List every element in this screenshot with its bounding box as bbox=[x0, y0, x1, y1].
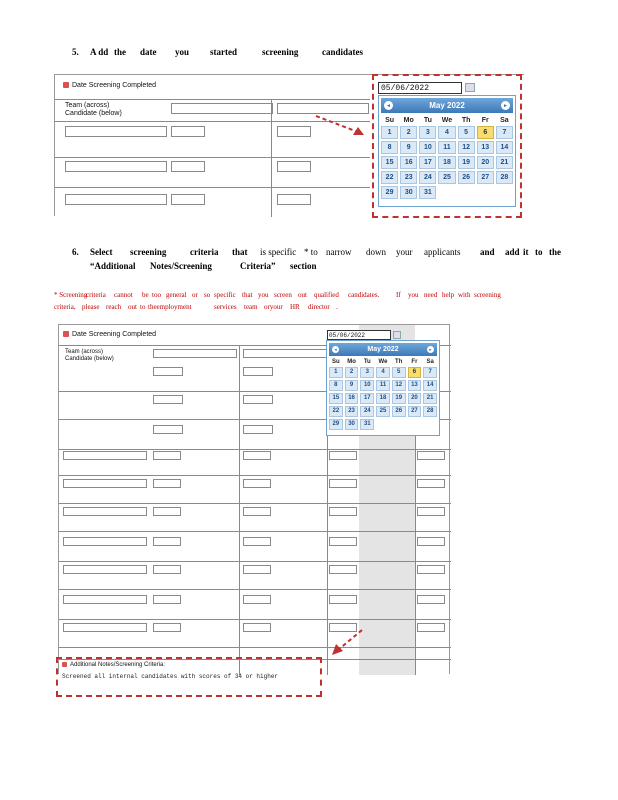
datepicker-1 bbox=[378, 95, 516, 207]
weekday-header: Mo bbox=[347, 359, 356, 365]
candidate-input[interactable] bbox=[243, 537, 271, 546]
word: services bbox=[214, 303, 237, 311]
additional-notes-label-row bbox=[62, 662, 165, 668]
divider bbox=[271, 99, 272, 217]
calendar-empty-cell bbox=[496, 186, 513, 199]
candidate-input[interactable] bbox=[417, 623, 445, 632]
word: the bbox=[114, 47, 126, 57]
calendar-day[interactable]: 14 bbox=[496, 141, 513, 154]
calendar-empty-cell bbox=[376, 419, 390, 430]
word: narrow bbox=[326, 247, 352, 257]
candidate-input[interactable] bbox=[153, 537, 181, 546]
divider bbox=[59, 531, 451, 532]
date-screening-label: Date Screening Completed bbox=[72, 331, 157, 338]
candidate-input[interactable] bbox=[417, 451, 445, 460]
team-input[interactable] bbox=[243, 349, 327, 358]
candidate-input[interactable] bbox=[243, 367, 273, 376]
calendar-day[interactable]: 27 bbox=[477, 171, 494, 184]
candidate-input[interactable] bbox=[63, 451, 147, 460]
calendar-day[interactable]: 5 bbox=[458, 126, 475, 139]
word: criteria bbox=[86, 291, 106, 299]
word: section bbox=[290, 261, 317, 271]
candidate-input[interactable] bbox=[153, 623, 181, 632]
word: out bbox=[298, 291, 307, 299]
team-candidate-header bbox=[65, 102, 122, 118]
word: need bbox=[424, 291, 438, 299]
candidate-input[interactable] bbox=[277, 161, 311, 172]
weekday-header: Sa bbox=[426, 359, 434, 365]
word: screening bbox=[262, 47, 299, 57]
calendar-day[interactable]: 8 bbox=[329, 380, 343, 391]
calendar-day[interactable]: 1 bbox=[329, 367, 343, 378]
calendar-day[interactable]: 2 bbox=[345, 367, 359, 378]
calendar-day[interactable]: 11 bbox=[438, 141, 455, 154]
word: screen bbox=[274, 291, 292, 299]
step-6-instruction-line2 bbox=[90, 261, 317, 271]
candidate-input[interactable] bbox=[63, 565, 147, 574]
candidate-input[interactable] bbox=[153, 367, 183, 376]
word: help bbox=[442, 291, 455, 299]
candidate-input[interactable] bbox=[329, 507, 357, 516]
weekday-header: Sa bbox=[500, 117, 509, 124]
candidate-input[interactable] bbox=[329, 595, 357, 604]
word: and bbox=[480, 247, 495, 257]
additional-notes-field[interactable] bbox=[62, 673, 316, 685]
required-icon bbox=[62, 662, 67, 667]
candidate-input[interactable] bbox=[329, 565, 357, 574]
calendar-day[interactable]: 3 bbox=[419, 126, 436, 139]
weekday-header: Th bbox=[461, 117, 471, 124]
word: that bbox=[232, 247, 248, 257]
candidate-input[interactable] bbox=[153, 565, 181, 574]
word: too bbox=[152, 291, 161, 299]
word: candidates bbox=[322, 47, 364, 57]
word: you bbox=[175, 47, 190, 57]
word: out bbox=[128, 303, 137, 311]
calendar-day[interactable]: 20 bbox=[477, 156, 494, 169]
divider bbox=[239, 345, 240, 675]
word: add bbox=[505, 247, 520, 257]
calendar-day[interactable]: 23 bbox=[400, 171, 417, 184]
word: down bbox=[366, 247, 386, 257]
calendar-day[interactable]: 22 bbox=[329, 406, 343, 417]
required-icon bbox=[63, 82, 69, 88]
candidate-input[interactable] bbox=[417, 507, 445, 516]
weekday-header: Th bbox=[395, 359, 403, 365]
word: theemployment bbox=[148, 303, 192, 311]
word: please bbox=[82, 303, 100, 311]
month-label: May 2022 bbox=[429, 101, 465, 110]
candidate-input[interactable] bbox=[153, 425, 183, 434]
step-number: 6. bbox=[72, 247, 79, 257]
word: screening bbox=[130, 247, 167, 257]
calendar-day[interactable]: 28 bbox=[496, 171, 513, 184]
calendar-day[interactable]: 15 bbox=[381, 156, 398, 169]
calendar-empty-cell bbox=[408, 419, 422, 430]
candidate-input[interactable] bbox=[65, 161, 167, 172]
candidate-input[interactable] bbox=[65, 194, 167, 205]
calendar-empty-cell bbox=[477, 186, 494, 199]
divider bbox=[59, 561, 451, 562]
annotation-arrow bbox=[328, 628, 368, 658]
annotation-arrow bbox=[310, 112, 370, 140]
word: so bbox=[204, 291, 211, 299]
date-value: 05/06/2022 bbox=[381, 83, 430, 93]
calendar-day[interactable]: 17 bbox=[360, 393, 374, 404]
calendar-day[interactable]: 4 bbox=[376, 367, 390, 378]
candidate-input[interactable] bbox=[63, 537, 147, 546]
word: director bbox=[308, 303, 330, 311]
word: If bbox=[396, 291, 401, 299]
team-label: Team (across) bbox=[65, 349, 104, 355]
calendar-day[interactable]: 7 bbox=[496, 126, 513, 139]
date-input[interactable] bbox=[327, 330, 391, 340]
step-number: 5. bbox=[72, 47, 79, 57]
calendar-day[interactable]: 10 bbox=[360, 380, 374, 391]
calendar-day[interactable]: 5 bbox=[392, 367, 406, 378]
date-value: 05/06/2022 bbox=[329, 331, 366, 339]
calendar-day[interactable]: 27 bbox=[408, 406, 422, 417]
candidate-input[interactable] bbox=[63, 507, 147, 516]
calendar-empty-cell bbox=[458, 186, 475, 199]
candidate-input[interactable] bbox=[243, 479, 271, 488]
weekday-header: Mo bbox=[403, 117, 414, 124]
word: to bbox=[140, 303, 146, 311]
candidate-input[interactable] bbox=[243, 451, 271, 460]
date-screening-label: Date Screening Completed bbox=[72, 82, 157, 89]
calendar-empty-cell bbox=[438, 186, 455, 199]
required-icon bbox=[63, 331, 69, 337]
calendar-day[interactable]: 23 bbox=[345, 406, 359, 417]
candidate-input[interactable] bbox=[171, 194, 205, 205]
datepicker-header bbox=[381, 98, 513, 113]
prev-month-button[interactable]: ◄ bbox=[333, 347, 338, 352]
word: criteria bbox=[190, 247, 219, 257]
step-6-instruction-line1 bbox=[72, 247, 561, 257]
calendar-day[interactable]: 17 bbox=[419, 156, 436, 169]
word: be bbox=[142, 291, 149, 299]
word: you bbox=[258, 291, 269, 299]
calendar-day[interactable]: 30 bbox=[400, 186, 417, 199]
calendar-icon[interactable] bbox=[465, 83, 475, 92]
word: it bbox=[523, 247, 529, 257]
word: criteria, bbox=[54, 303, 76, 311]
word: Select bbox=[90, 247, 113, 257]
calendar-day[interactable]: 20 bbox=[408, 393, 422, 404]
word: team bbox=[244, 303, 258, 311]
team-input[interactable] bbox=[153, 349, 237, 358]
calendar-empty-cell bbox=[423, 419, 437, 430]
candidate-input[interactable] bbox=[417, 537, 445, 546]
calendar-day[interactable]: 21 bbox=[496, 156, 513, 169]
candidate-input[interactable] bbox=[171, 126, 205, 137]
divider bbox=[55, 157, 370, 158]
next-month-button[interactable]: ► bbox=[501, 101, 510, 110]
weekday-header: We bbox=[441, 117, 453, 124]
calendar-day[interactable]: 16 bbox=[400, 156, 417, 169]
word: cannot bbox=[114, 291, 133, 299]
candidate-input[interactable] bbox=[153, 479, 181, 488]
calendar-day[interactable]: 3 bbox=[360, 367, 374, 378]
calendar-day[interactable]: 9 bbox=[345, 380, 359, 391]
divider bbox=[59, 647, 451, 648]
calendar-day[interactable]: 28 bbox=[423, 406, 437, 417]
calendar-empty-cell bbox=[392, 419, 406, 430]
calendar-day[interactable]: 19 bbox=[458, 156, 475, 169]
calendar-day[interactable]: 2 bbox=[400, 126, 417, 139]
word: * to bbox=[304, 247, 318, 257]
additional-notes-value: Screened all internal candidates with scores of 34 or higher bbox=[62, 673, 279, 680]
weekday-header: Fr bbox=[411, 359, 418, 365]
calendar-day[interactable]: 24 bbox=[419, 171, 436, 184]
team-label: Team (across) bbox=[65, 102, 110, 109]
word: HR bbox=[290, 303, 300, 311]
calendar-day[interactable]: 14 bbox=[423, 380, 437, 391]
calendar-day[interactable]: 8 bbox=[381, 141, 398, 154]
candidate-input[interactable] bbox=[171, 161, 205, 172]
word: specific bbox=[214, 291, 236, 299]
prev-month-button[interactable]: ◄ bbox=[384, 101, 393, 110]
calendar-day[interactable]: 4 bbox=[438, 126, 455, 139]
word: or bbox=[192, 291, 198, 299]
calendar-day[interactable]: 13 bbox=[408, 380, 422, 391]
team-candidate-header bbox=[65, 349, 114, 363]
calendar-day[interactable]: 26 bbox=[458, 171, 475, 184]
calendar-day[interactable]: 29 bbox=[329, 419, 343, 430]
weekday-header: Su bbox=[385, 117, 395, 124]
candidate-input[interactable] bbox=[153, 395, 183, 404]
calendar-day[interactable]: 31 bbox=[419, 186, 436, 199]
word: qualified bbox=[314, 291, 339, 299]
word: reach bbox=[106, 303, 122, 311]
calendar-day[interactable]: 31 bbox=[360, 419, 374, 430]
candidate-input[interactable] bbox=[243, 425, 273, 434]
calendar-day[interactable]: 30 bbox=[345, 419, 359, 430]
divider bbox=[59, 449, 451, 450]
candidate-input[interactable] bbox=[329, 479, 357, 488]
candidate-input[interactable] bbox=[277, 126, 311, 137]
weekday-header: We bbox=[378, 359, 388, 365]
weekday-header: Tu bbox=[363, 359, 371, 365]
calendar-icon[interactable] bbox=[393, 331, 401, 339]
candidate-input[interactable] bbox=[63, 595, 147, 604]
divider bbox=[59, 503, 451, 504]
word: * Screening bbox=[54, 291, 88, 299]
divider bbox=[59, 589, 451, 590]
candidate-input[interactable] bbox=[277, 194, 311, 205]
calendar-day[interactable]: 10 bbox=[419, 141, 436, 154]
word: candidates. bbox=[348, 291, 380, 299]
divider bbox=[55, 99, 370, 100]
candidate-input[interactable] bbox=[153, 451, 181, 460]
calendar-day[interactable]: 7 bbox=[423, 367, 437, 378]
candidate-input[interactable] bbox=[63, 479, 147, 488]
calendar-day[interactable]: 24 bbox=[360, 406, 374, 417]
month-label: May 2022 bbox=[367, 346, 399, 353]
candidate-input[interactable] bbox=[417, 479, 445, 488]
word: to bbox=[535, 247, 543, 257]
calendar-day[interactable]: 25 bbox=[376, 406, 390, 417]
word: started bbox=[210, 47, 237, 57]
word: oryour bbox=[264, 303, 283, 311]
calendar-day[interactable]: 21 bbox=[423, 393, 437, 404]
word: . bbox=[336, 303, 338, 311]
calendar-day[interactable]: 26 bbox=[392, 406, 406, 417]
step-5-instruction bbox=[72, 47, 363, 57]
word: your bbox=[396, 247, 413, 257]
candidate-input[interactable] bbox=[243, 395, 273, 404]
candidate-input[interactable] bbox=[153, 595, 181, 604]
word: is specific bbox=[260, 247, 297, 257]
next-month-button[interactable]: ► bbox=[428, 347, 433, 352]
candidate-input[interactable] bbox=[243, 595, 271, 604]
candidate-input[interactable] bbox=[417, 595, 445, 604]
calendar-day[interactable]: 16 bbox=[345, 393, 359, 404]
weekday-header: Su bbox=[332, 359, 340, 365]
word: with bbox=[458, 291, 471, 299]
candidate-input[interactable] bbox=[63, 623, 147, 632]
calendar-day[interactable]: 6 bbox=[477, 126, 494, 139]
word: date bbox=[140, 47, 157, 57]
date-screening-label-row bbox=[63, 331, 156, 338]
screening-note-line1 bbox=[54, 291, 501, 299]
calendar-day[interactable]: 11 bbox=[376, 380, 390, 391]
word: general bbox=[166, 291, 187, 299]
date-input[interactable] bbox=[378, 82, 462, 94]
calendar-day[interactable]: 1 bbox=[381, 126, 398, 139]
candidate-input[interactable] bbox=[153, 507, 181, 516]
date-screening-label-row bbox=[63, 82, 156, 89]
calendar-day[interactable]: 29 bbox=[381, 186, 398, 199]
candidate-input[interactable] bbox=[65, 126, 167, 137]
team-input[interactable] bbox=[171, 103, 273, 114]
calendar-day[interactable]: 18 bbox=[376, 393, 390, 404]
screening-note-line2 bbox=[54, 303, 338, 311]
word: “Additional bbox=[90, 261, 136, 271]
calendar-day[interactable]: 25 bbox=[438, 171, 455, 184]
candidate-input[interactable] bbox=[329, 537, 357, 546]
calendar-grid bbox=[381, 117, 513, 199]
calendar-day[interactable]: 12 bbox=[392, 380, 406, 391]
candidate-input[interactable] bbox=[243, 623, 271, 632]
word: Notes/Screening bbox=[150, 261, 212, 271]
candidate-label: Candidate (below) bbox=[65, 356, 114, 362]
calendar-day[interactable]: 13 bbox=[477, 141, 494, 154]
calendar-day[interactable]: 6 bbox=[408, 367, 422, 378]
candidate-label: Candidate (below) bbox=[65, 110, 122, 117]
word: screening bbox=[474, 291, 501, 299]
word: Criteria” bbox=[240, 261, 276, 271]
candidate-input[interactable] bbox=[243, 565, 271, 574]
divider bbox=[59, 619, 451, 620]
calendar-day[interactable]: 19 bbox=[392, 393, 406, 404]
candidate-input[interactable] bbox=[417, 565, 445, 574]
divider bbox=[55, 187, 370, 188]
calendar-day[interactable]: 15 bbox=[329, 393, 343, 404]
datepicker-header bbox=[329, 343, 437, 356]
candidate-input[interactable] bbox=[329, 451, 357, 460]
word: the bbox=[549, 247, 561, 257]
word: that bbox=[242, 291, 253, 299]
word: you bbox=[408, 291, 419, 299]
calendar-day[interactable]: 18 bbox=[438, 156, 455, 169]
calendar-day[interactable]: 9 bbox=[400, 141, 417, 154]
calendar-grid bbox=[329, 359, 437, 430]
calendar-day[interactable]: 12 bbox=[458, 141, 475, 154]
candidate-input[interactable] bbox=[243, 507, 271, 516]
calendar-day[interactable]: 22 bbox=[381, 171, 398, 184]
weekday-header: Tu bbox=[423, 117, 432, 124]
divider bbox=[59, 475, 451, 476]
datepicker-2 bbox=[326, 340, 440, 436]
additional-notes-label: Additional Notes/Screening Criteria: bbox=[70, 662, 166, 669]
weekday-header: Fr bbox=[481, 117, 489, 124]
word: applicants bbox=[424, 247, 461, 257]
word: A dd bbox=[90, 47, 109, 57]
